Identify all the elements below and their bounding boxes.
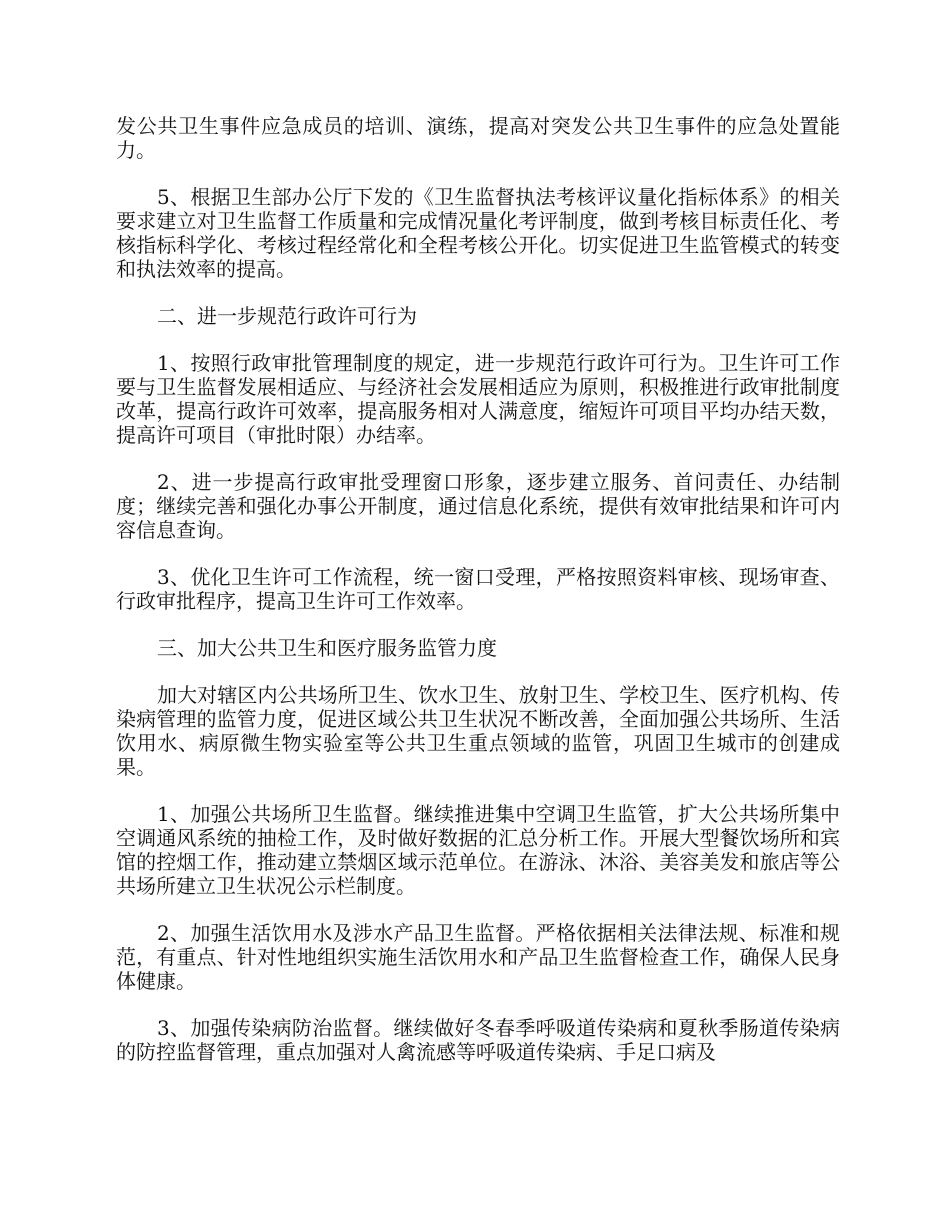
paragraph-continuation: 发公共卫生事件应急成员的培训、演练，提高对突发公共卫生事件的应急处置能力。 (116, 114, 840, 162)
paragraph-2-item-2: 2、进一步提高行政审批受理窗口形象，逐步建立服务、首问责任、办结制度；继续完善和强化办事公开制度，通过信息化系统，提供有效审批结果和许可内容信息查询。 (116, 470, 840, 542)
paragraph-3-intro: 加大对辖区内公共场所卫生、饮水卫生、放射卫生、学校卫生、医疗机构、传染病管理的监管力度，促进区域公共卫生状况不断改善，全面加强公共场所、生活饮用水、病原微生物实验室等公共卫生重点领域的监管，巩固卫生城市的创建成果。 (116, 683, 840, 779)
paragraph-item-5: 5、根据卫生部办公厅下发的《卫生监督执法考核评议量化指标体系》的相关要求建立对卫生监督工作质量和完成情况量化考评制度，做到考核目标责任化、考核指标科学化、考核过程经常化和全程考核公开化。切实促进卫生监管模式的转变和执法效率的提高。 (116, 185, 840, 281)
section-heading-2: 二、进一步规范行政许可行为 (157, 304, 417, 328)
paragraph-3-item-3: 3、加强传染病防治监督。继续做好冬春季呼吸道传染病和夏秋季肠道传染病的防控监督管理，重点加强对人禽流感等呼吸道传染病、手足口病及 (116, 1016, 840, 1064)
section-heading-3: 三、加大公共卫生和医疗服务监管力度 (157, 636, 497, 660)
document-body (116, 114, 840, 1087)
paragraph-3-item-2: 2、加强生活饮用水及涉水产品卫生监督。严格依据相关法律法规、标准和规范，有重点、针对性地组织实施生活饮用水和产品卫生监督检查工作，确保人民身体健康。 (116, 921, 840, 993)
paragraph-2-item-3: 3、优化卫生许可工作流程，统一窗口受理，严格按照资料审核、现场审查、行政审批程序，提高卫生许可工作效率。 (116, 565, 840, 613)
paragraph-2-item-1: 1、按照行政审批管理制度的规定，进一步规范行政许可行为。卫生许可工作要与卫生监督发展相适应、与经济社会发展相适应为原则，积极推进行政审批制度改革，提高行政许可效率，提高服务相对人满意度，缩短许可项目平均办结天数，提高许可项目（审批时限）办结率。 (116, 351, 840, 447)
paragraph-3-item-1: 1、加强公共场所卫生监督。继续推进集中空调卫生监管，扩大公共场所集中空调通风系统的抽检工作，及时做好数据的汇总分析工作。开展大型餐饮场所和宾馆的控烟工作，推动建立禁烟区域示范单位。在游泳、沐浴、美容美发和旅店等公共场所建立卫生状况公示栏制度。 (116, 802, 840, 898)
